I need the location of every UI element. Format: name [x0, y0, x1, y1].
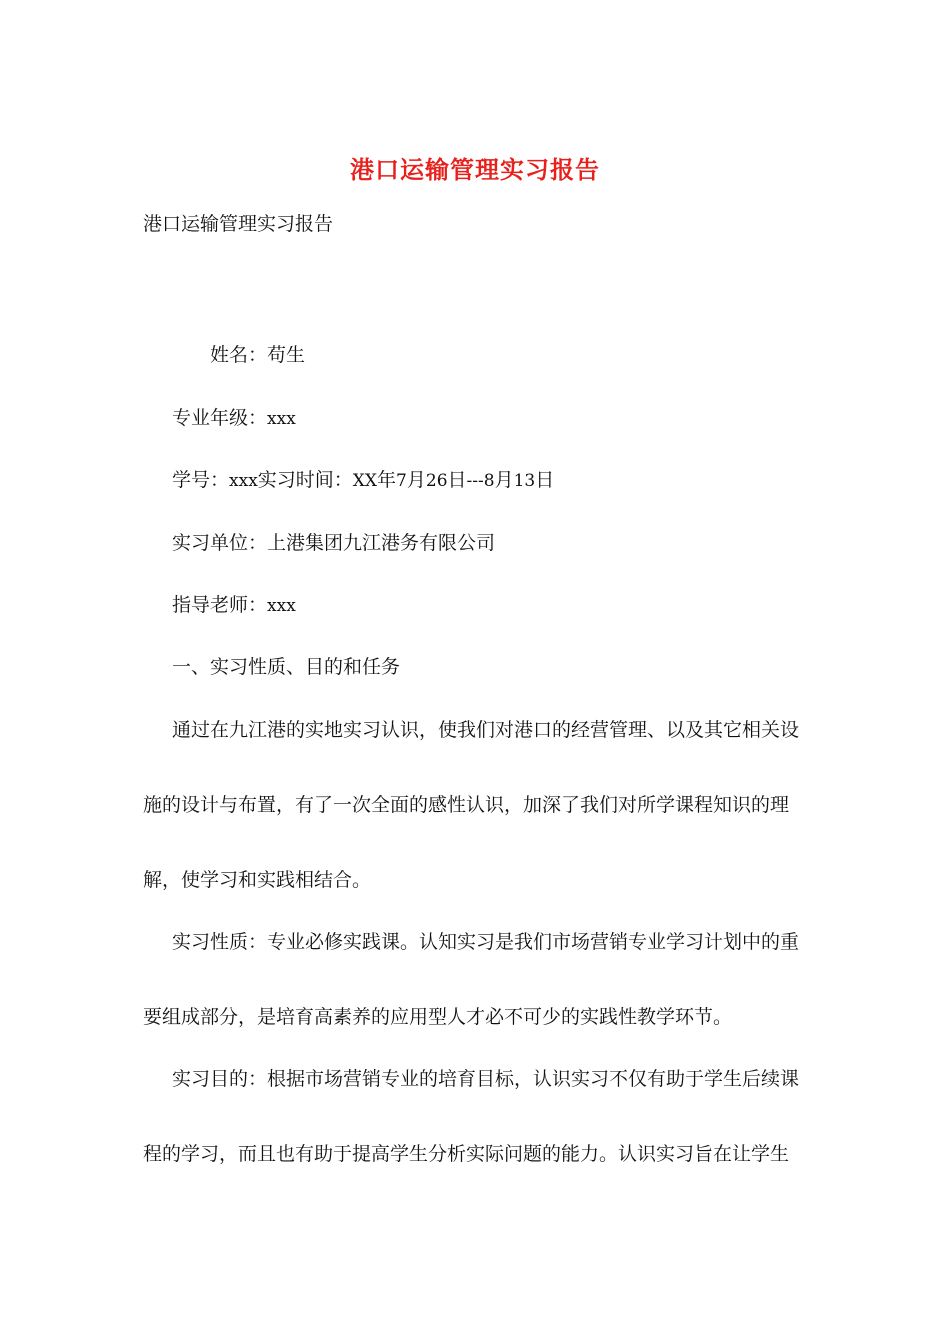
period-label: 实习时间：	[257, 469, 353, 491]
name-value: 苟生	[267, 344, 306, 366]
paragraph-line: 程的学习，而且也有助于提高学生分析实际问题的能力。认识实习旨在让学生	[143, 1143, 790, 1165]
paragraph-line: 通过在九江港的实地实习认识，使我们对港口的经营管理、以及其它相关设	[172, 719, 800, 741]
info-advisor	[172, 592, 296, 619]
info-major	[172, 405, 296, 432]
period-month-unit-start: 月	[406, 469, 426, 491]
period-month-start: 7	[396, 471, 407, 491]
paragraph-line: 实习性质：专业必修实践课。认知实习是我们市场营销专业学习计划中的重	[172, 931, 800, 953]
document-title: 港口运输管理实习报告	[350, 155, 600, 184]
paragraph-line: 要组成部分，是培育高素养的应用型人才必不可少的实践性教学环节。	[143, 1006, 733, 1028]
paragraph-line: 解，使学习和实践相结合。	[143, 869, 372, 891]
period-month-end: 8	[483, 471, 495, 491]
document-subtitle: 港口运输管理实习报告	[143, 213, 334, 235]
name-label: 姓名：	[210, 344, 268, 366]
student-id-label: 学号：	[172, 469, 230, 491]
major-label: 专业年级：	[172, 407, 268, 429]
unit-label: 实习单位：	[172, 532, 268, 554]
period-day-unit-end: 日	[535, 469, 555, 491]
advisor-value: xxx	[267, 596, 296, 616]
period-year-unit: 年	[377, 469, 397, 491]
info-student-id-period	[172, 467, 554, 494]
student-id-value: xxx	[229, 471, 258, 491]
period-month-unit-end: 月	[494, 469, 514, 491]
unit-value: 上港集团九江港务有限公司	[267, 532, 496, 554]
period-day-start: 26	[425, 471, 448, 491]
info-unit	[172, 530, 495, 556]
paragraph-line: 施的设计与布置，有了一次全面的感性认识，加深了我们对所学课程知识的理	[143, 794, 790, 816]
info-name	[210, 342, 305, 368]
major-value: xxx	[267, 409, 296, 429]
period-day-end: 13	[513, 471, 536, 491]
advisor-label: 指导老师：	[172, 594, 268, 616]
section-heading: 一、实习性质、目的和任务	[172, 656, 401, 678]
period-separator: ---	[466, 471, 484, 491]
period-day-unit-start: 日	[447, 469, 467, 491]
period-year: XX	[352, 471, 378, 491]
paragraph-line: 实习目的：根据市场营销专业的培育目标，认识实习不仅有助于学生后续课	[172, 1068, 800, 1090]
